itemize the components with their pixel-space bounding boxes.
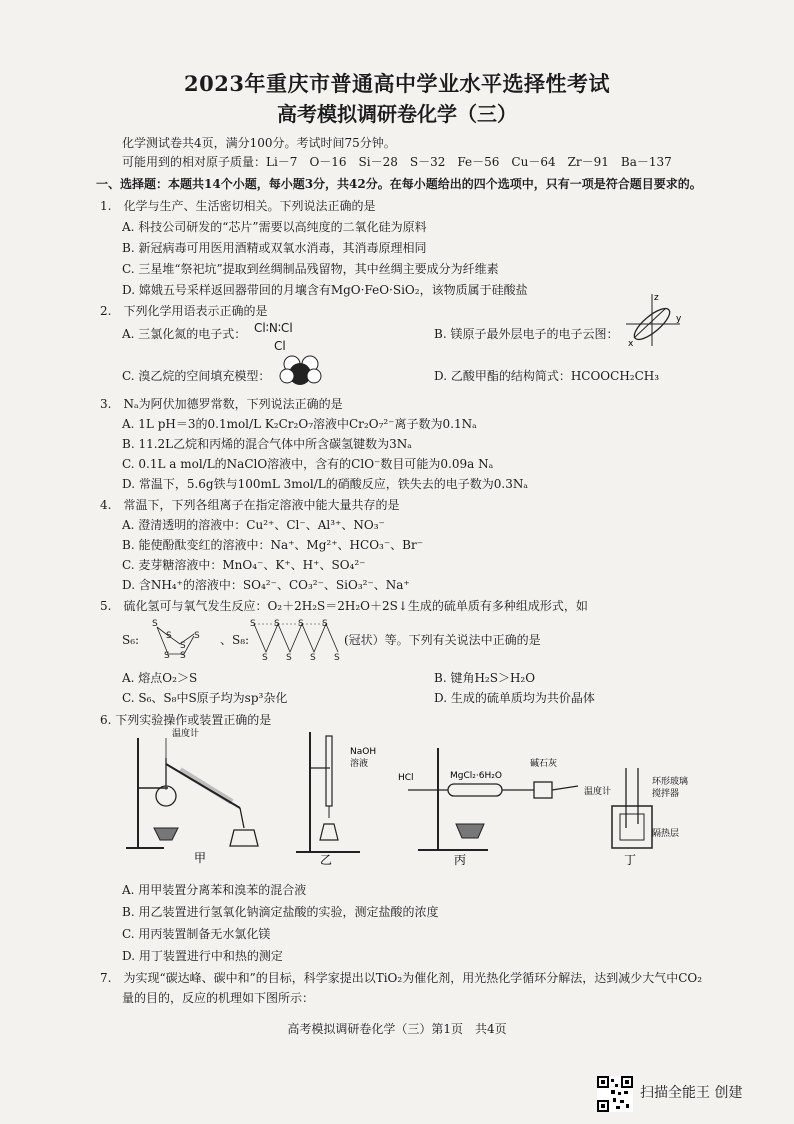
- s-atom: S: [166, 631, 172, 641]
- q5-option-d: D. 生成的硫单质均为共价晶体: [434, 691, 595, 705]
- q5-option-a: A. 熔点O₂＞S: [122, 671, 198, 685]
- q1-option-a: A. 科技公司研发的“芯片”需要以高纯度的二氧化硅为原料: [122, 220, 427, 234]
- section-heading: 一、选择题：本题共14个小题，每小题3分，共42分。在每小题给出的四个选项中，只有一项是符合题目要求的。: [96, 177, 702, 191]
- q6-option-b: B. 用乙装置进行氢氧化钠滴定盐酸的实验，测定盐酸的浓度: [122, 905, 439, 919]
- q4-option-b: B. 能使酚酞变红的溶液中：Na⁺、Mg²⁺、HCO₃⁻、Br⁻: [122, 538, 424, 552]
- exam-title: 2023年重庆市普通高中学业水平选择性考试: [184, 71, 610, 96]
- s-atom: S: [250, 619, 256, 629]
- axis-z-label: z: [654, 293, 659, 303]
- intro-line-2: 可能用到的相对原子质量：Li－7 O－16 Si－28 S－32 Fe－56 Cu－64 Zr－91 Ba－137: [122, 155, 672, 169]
- q4-option-a: A. 澄清透明的溶液中：Cu²⁺、Cl⁻、Al³⁺、NO₃⁻: [122, 518, 385, 532]
- stirrer-label-2: 搅拌器: [652, 789, 680, 799]
- qr-code-icon: [597, 1076, 633, 1112]
- s-atom: S: [322, 619, 328, 629]
- s-atom: S: [180, 641, 186, 651]
- s6-label: S₆:: [122, 633, 140, 647]
- q6-option-a: A. 用甲装置分离苯和溴苯的混合液: [122, 883, 307, 897]
- apparatus-ding-calorimeter: [584, 728, 689, 868]
- apparatus-jia-distillation: [120, 728, 280, 868]
- q5-option-b: B. 键角H₂S＞H₂O: [434, 671, 536, 685]
- ncl3-electron-formula: Cl∶N∶Cl: [254, 321, 293, 335]
- q4-option-c: C. 麦芽糖溶液中：MnO₄⁻、K⁺、H⁺、SO₄²⁻: [122, 558, 366, 572]
- sodalime-label: 碱石灰: [530, 759, 558, 769]
- thermometer-label: 温度计: [172, 729, 200, 739]
- naoh-label: NaOH: [350, 747, 377, 757]
- page-footer: 高考模拟调研卷化学（三）第1页 共4页: [287, 1022, 507, 1036]
- q1-option-b: B. 新冠病毒可用医用酒精或双氧水消毒，其消毒原理相同: [122, 241, 427, 255]
- s-atom: S: [164, 651, 170, 661]
- q3-stem: 3. Nₐ为阿伏加德罗常数，下列说法正确的是: [100, 397, 343, 411]
- q3-option-b: B. 11.2L乙烷和丙烯的混合气体中所含碳氢键数为3Nₐ: [122, 437, 412, 451]
- mgcl2-label: MgCl₂·6H₂O: [450, 771, 502, 781]
- thermometer2-label: 温度计: [584, 787, 612, 797]
- mg-electron-cloud-figure: [622, 290, 684, 350]
- q7-line-2: 量的目的，反应的机理如下图所示：: [122, 991, 315, 1005]
- solution-label: 溶液: [350, 759, 369, 769]
- q5-option-c: C. S₆、S₈中S原子均为sp³杂化: [122, 691, 288, 705]
- s-atom: S: [310, 653, 316, 663]
- s-atom: S: [286, 653, 292, 663]
- q2-option-b: B. 镁原子最外层电子的电子云图：: [434, 327, 619, 341]
- s-atom: S: [152, 619, 158, 629]
- q4-option-d: D. 含NH₄⁺的溶液中：SO₄²⁻、CO₃²⁻、SiO₃²⁻、Na⁺: [122, 578, 410, 592]
- ncl3-electron-formula-bottom: Cl: [274, 339, 286, 353]
- label-ding: 丁: [624, 853, 637, 867]
- apparatus-bing-dehydration: [398, 728, 588, 868]
- exam-subtitle: 高考模拟调研卷化学（三）: [277, 102, 517, 126]
- s-atom: S: [274, 619, 280, 629]
- bromoethane-model: [278, 352, 324, 388]
- axis-x-label: x: [628, 339, 634, 349]
- scanner-watermark: 扫描全能王 创建: [640, 1085, 743, 1101]
- label-bing: 丙: [454, 853, 467, 867]
- q5-crown-note: (冠状）等。下列有关说法中正确的是: [344, 633, 541, 647]
- s-atom: S: [262, 653, 268, 663]
- q1-option-c: C. 三星堆“祭祀坑”提取到丝绸制品残留物，其中丝绸主要成分为纤维素: [122, 262, 499, 276]
- q6-option-d: D. 用丁装置进行中和热的测定: [122, 949, 283, 963]
- q7-line-1: 7. 为实现“碳达峰、碳中和”的目标，科学家提出以TiO₂为催化剂，用光热化学循环分解法，达到减少大气中CO₂: [100, 971, 703, 985]
- s-atom: S: [334, 653, 340, 663]
- label-jia: 甲: [194, 851, 207, 865]
- q2-stem: 2. 下列化学用语表示正确的是: [100, 304, 268, 318]
- insulation-label: 隔热层: [652, 829, 680, 839]
- s-atom: S: [298, 619, 304, 629]
- q1-stem: 1. 化学与生产、生活密切相关。下列说法正确的是: [100, 199, 376, 213]
- axis-y-label: y: [676, 314, 682, 324]
- s-atom: S: [180, 651, 186, 661]
- stirrer-label-1: 环形玻璃: [652, 777, 689, 787]
- q6-option-c: C. 用丙装置制备无水氯化镁: [122, 927, 271, 941]
- q3-option-c: C. 0.1L a mol/L的NaClO溶液中，含有的ClO⁻数目可能为0.09a Nₐ: [122, 457, 494, 471]
- q2-option-a: A. 三氯化氮的电子式：: [122, 327, 247, 341]
- apparatus-yi-titration: [290, 728, 390, 868]
- q2-option-d: D. 乙酸甲酯的结构简式：HCOOCH₂CH₃: [434, 369, 660, 383]
- s8-label: 、S₈:: [220, 633, 250, 647]
- s6-structure: [144, 614, 210, 662]
- s8-crown-structure: [248, 614, 342, 662]
- q1-option-d: D. 嫦娥五号采样返回器带回的月壤含有MgO·FeO·SiO₂，该物质属于硅酸盐: [122, 283, 528, 297]
- q3-option-a: A. 1L pH＝3的0.1mol/L K₂Cr₂O₇溶液中Cr₂O₇²⁻离子数为0.1Nₐ: [122, 417, 477, 431]
- intro-line-1: 化学测试卷共4页，满分100分。考试时间75分钟。: [122, 136, 396, 150]
- q4-stem: 4. 常温下，下列各组离子在指定溶液中能大量共存的是: [100, 498, 400, 512]
- s-atom: S: [194, 631, 200, 641]
- hcl-label: HCl: [398, 773, 414, 783]
- q5-stem: 5. 硫化氢可与氧气发生反应：O₂＋2H₂S＝2H₂O＋2S↓生成的硫单质有多种组成形式，如: [100, 599, 588, 613]
- q6-stem: 6. 下列实验操作或装置正确的是: [100, 713, 272, 727]
- q3-option-d: D. 常温下，5.6g铁与100mL 3mol/L的硝酸反应，铁失去的电子数为0.3Nₐ: [122, 477, 528, 491]
- label-yi: 乙: [320, 853, 333, 867]
- q2-option-c: C. 溴乙烷的空间填充模型：: [122, 369, 271, 383]
